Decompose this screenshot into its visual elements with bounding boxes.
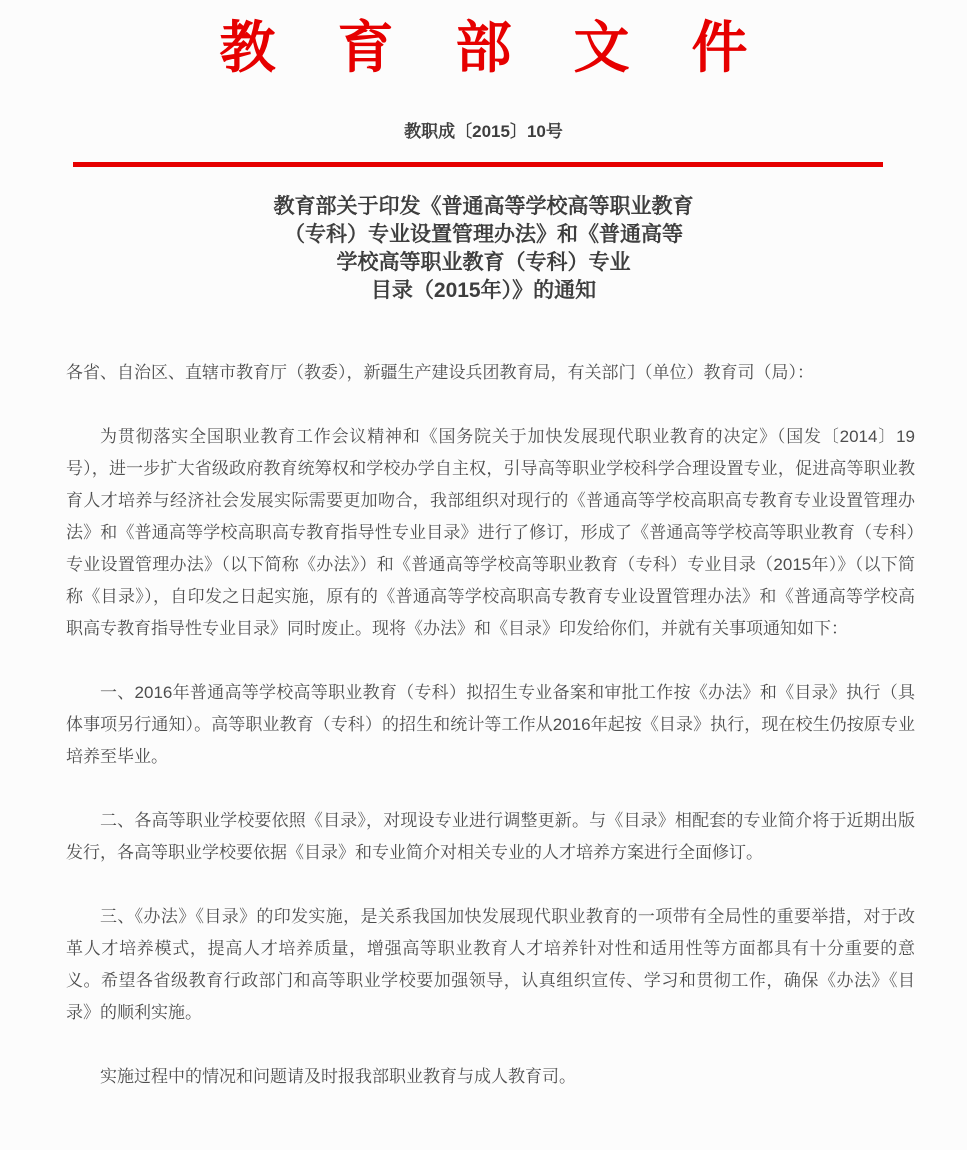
notice-title-line-2: （专科）专业设置管理办法》和《普通高等 [284, 223, 683, 246]
salutation: 各省、自治区、直辖市教育厅（教委），新疆生产建设兵团教育局，有关部门（单位）教育司（局）： [66, 363, 814, 382]
paragraph-item-1: 一、2016年普通高等学校高等职业教育（专科）拟招生专业备案和审批工作按《办法》和《目录》执行（具体事项另行通知）。高等职业教育（专科）的招生和统计等工作从2016年起按《目录》执行，现在校生仍按原专业培养至毕业。 [66, 683, 915, 766]
paragraph-closing: 实施过程中的情况和问题请及时报我部职业教育与成人教育司。 [100, 1067, 576, 1086]
document-body [66, 357, 915, 1093]
notice-title [0, 193, 967, 305]
paragraph-intro: 为贯彻落实全国职业教育工作会议精神和《国务院关于加快发展现代职业教育的决定》（国发〔2014〕19号），进一步扩大省级政府教育统筹权和学校办学自主权，引导高等职业学校科学合理设置专业，促进高等职业教育人才培养与经济社会发展实际需要更加吻合，我部组织对现行的《普通高等学校高职高专教育专业设置管理办法》和《普通高等学校高职高专教育指导性专业目录》进行了修订，形成了《普通高等学校高等职业教育（专科）专业设置管理办法》（以下简称《办法》）和《普通高等学校高等职业教育（专科）专业目录（2015年）》（以下简称《目录》），自印发之日起实施，原有的《普通高等学校高职高专教育专业设置管理办法》和《普通高等学校高职高专教育指导性专业目录》同时废止。现将《办法》和《目录》印发给你们，并就有关事项通知如下： [66, 427, 915, 638]
paragraph-item-2: 二、各高等职业学校要依照《目录》，对现设专业进行调整更新。与《目录》相配套的专业简介将于近期出版发行，各高等职业学校要依据《目录》和专业简介对相关专业的人才培养方案进行全面修订。 [66, 811, 915, 862]
document-number: 教职成〔2015〕10号 [404, 122, 563, 141]
agency-title: 教育部文件 [219, 15, 810, 81]
notice-title-line-3: 学校高等职业教育（专科）专业 [336, 251, 631, 274]
red-divider-line [73, 162, 883, 167]
notice-title-line-4: 目录（2015年）》的通知 [370, 279, 597, 302]
notice-title-line-1: 教育部关于印发《普通高等学校高等职业教育 [273, 195, 694, 218]
document-page [0, 16, 967, 1150]
paragraph-item-3: 三、《办法》《目录》的印发实施，是关系我国加快发展现代职业教育的一项带有全局性的重要举措，对于改革人才培养模式，提高人才培养质量，增强高等职业教育人才培养针对性和适用性等方面都具有十分重要的意义。希望各省级教育行政部门和高等职业学校要加强领导，认真组织宣传、学习和贯彻工作，确保《办法》《目录》的顺利实施。 [66, 907, 915, 1022]
